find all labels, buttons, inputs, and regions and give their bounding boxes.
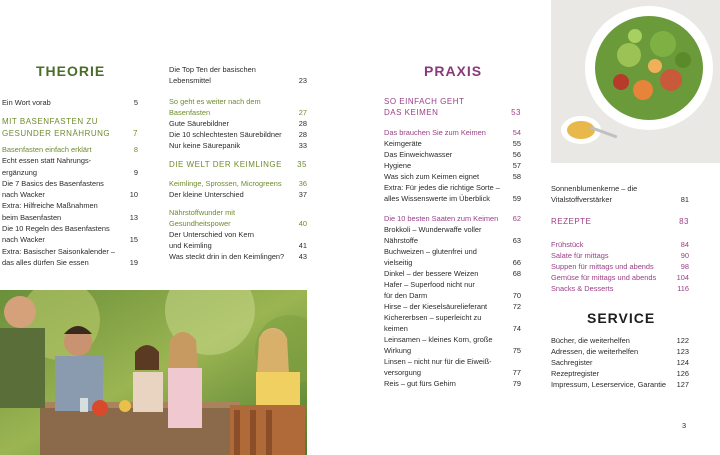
toc-entry (384, 224, 521, 235)
toc-entry-title: Basenfasten (169, 108, 211, 117)
toc-entry (551, 216, 689, 227)
toc-entry-title: REZEPTE (551, 217, 592, 226)
toc-entry (551, 183, 689, 194)
toc-entry-title: Nährstoffwunder mit (169, 208, 235, 217)
toc-entry (2, 257, 138, 268)
toc-entry-title: ergänzung (2, 167, 37, 177)
toc-entry (384, 107, 521, 118)
toc-entry (384, 301, 521, 312)
toc-entry (384, 96, 521, 107)
toc-entry-page: 79 (512, 379, 521, 388)
family-dinner-photo (0, 290, 307, 455)
toc-entry-page: 43 (298, 252, 307, 261)
toc-entry (2, 212, 138, 223)
toc-entry-page: 62 (512, 214, 521, 223)
toc-entry (2, 246, 138, 257)
toc-entry (384, 160, 521, 171)
toc-entry-page: 68 (512, 269, 521, 278)
toc-entry-title: Rezeptregister (551, 369, 600, 378)
toc-entry-page: 19 (129, 257, 138, 267)
toc-entry-title: Dinkel – der bessere Weizen (384, 269, 479, 278)
toc-entry-page: 70 (512, 291, 521, 300)
toc-entry-page: 5 (133, 98, 138, 107)
toc-entry (551, 250, 689, 261)
toc-entry (2, 97, 138, 108)
toc-entry-title: Extra: Für jedes die richtige Sorte – (384, 183, 500, 192)
toc-entry-title: Nur keine Säurepanik (169, 141, 241, 150)
toc-entry (2, 167, 138, 178)
toc-entry-title: versorgung (384, 368, 421, 377)
toc-entry-page: 81 (680, 195, 689, 204)
salad-bowl-photo (551, 0, 720, 163)
toc-entry (169, 178, 307, 189)
toc-entry-title: Leinsamen – kleines Korn, große (384, 335, 493, 344)
toc-entry-page: 123 (676, 347, 689, 356)
toc-entry (551, 261, 689, 272)
toc-entry-page: 40 (298, 219, 307, 228)
toc-entry-title: Der kleine Unterschied (169, 190, 244, 199)
toc-entry (169, 140, 307, 151)
toc-entry-title: Die 7 Basics des Basenfastens (2, 178, 104, 188)
toc-entry-title: und Keimling (169, 241, 212, 250)
toc-entry-page: 33 (298, 141, 307, 150)
toc-entry (384, 334, 521, 345)
toc-entry (384, 312, 521, 323)
toc-entry-title: keimen (384, 324, 408, 333)
toc-entry-page: 7 (133, 128, 138, 138)
toc-entry (384, 356, 521, 367)
toc-entry-title: SO EINFACH GEHT (384, 97, 465, 106)
toc-entry (169, 240, 307, 251)
toc-entry-page: 28 (298, 119, 307, 128)
toc-entry-page: 28 (298, 130, 307, 139)
toc-entry-title: Das brauchen Sie zum Keimen (384, 128, 486, 137)
toc-entry-title: Die Top Ten der basischen (169, 65, 256, 74)
toc-entry-page: 9 (133, 167, 138, 177)
toc-entry (169, 96, 307, 107)
toc-entry-title: Basenfasten einfach erklärt (2, 144, 92, 154)
toc-entry-page: 23 (298, 76, 307, 85)
toc-entry-title: Die 10 Regeln des Basenfastens (2, 224, 110, 233)
toc-entry (2, 155, 138, 166)
toc-entry-page: 104 (676, 273, 689, 282)
toc-entry (384, 127, 521, 138)
toc-entry-title: beim Basenfasten (2, 212, 62, 222)
toc-entry (384, 279, 521, 290)
toc-entry-title: DIE WELT DER KEIMLINGE (169, 160, 282, 169)
toc-entry-title: Kichererbsen – superleicht zu (384, 313, 482, 322)
toc-entry-title: Bücher, die weiterhelfen (551, 336, 630, 345)
toc-entry-title: Keimgeräte (384, 139, 422, 148)
toc-entry-title: Gemüse für mittags und abends (551, 273, 657, 282)
toc-entry (384, 323, 521, 334)
toc-entry-title: alles Wissenswerte im Überblick (384, 194, 490, 203)
toc-entry (2, 178, 138, 189)
toc-entry-title: Vitalstoffverstärker (551, 195, 612, 204)
toc-entry-title: Nährstoffe (384, 236, 418, 245)
toc-entry-title: Wirkung (384, 346, 412, 355)
toc-entry-title: Extra: Hilfreiche Maßnahmen (2, 201, 98, 211)
toc-entry (551, 194, 689, 205)
toc-entry-page: 56 (512, 150, 521, 159)
toc-entry (169, 251, 307, 262)
toc-entry (384, 149, 521, 160)
toc-entry-title: nach Wacker (2, 190, 45, 200)
toc-entry-title: Gesundheitspower (169, 219, 231, 228)
toc-entry-title: Linsen – nicht nur für die Eiweiß- (384, 357, 492, 366)
toc-entry-page: 77 (512, 368, 521, 377)
toc-entry (384, 378, 521, 389)
toc-entry-title: Sachregister (551, 358, 593, 367)
toc-entry-page: 55 (512, 139, 521, 148)
toc-entry (169, 207, 307, 218)
toc-entry-title: Keimlinge, Sprossen, Microgreens (169, 179, 282, 188)
toc-entry-title: Das Einweichwasser (384, 150, 453, 159)
toc-entry-title: Gute Säurebildner (169, 119, 229, 128)
toc-entry-page: 127 (676, 380, 689, 389)
toc-entry (551, 357, 689, 368)
toc-entry-title: MIT BASENFASTEN ZU (2, 117, 98, 127)
toc-entry-title: vielseitig (384, 258, 413, 267)
toc-entry (2, 144, 138, 155)
toc-entry (169, 229, 307, 240)
toc-entry-page: 126 (676, 369, 689, 378)
toc-entry-title: Was sich zum Keimen eignet (384, 172, 480, 181)
heading-praxis: PRAXIS (424, 63, 483, 79)
toc-entry-page: 8 (133, 144, 138, 154)
toc-entry-page: 58 (512, 172, 521, 181)
toc-entry (384, 182, 521, 193)
toc-entry-page: 83 (679, 217, 689, 226)
toc-entry-page: 57 (512, 161, 521, 170)
toc-entry (169, 107, 307, 118)
toc-entry-page: 98 (680, 262, 689, 271)
toc-entry-title: Sonnenblumenkerne – die (551, 184, 638, 193)
toc-entry (169, 218, 307, 229)
heading-service: SERVICE (587, 310, 656, 326)
toc-entry-title: das alles dürfen Sie essen (2, 257, 89, 267)
toc-entry-page: 74 (512, 324, 521, 333)
toc-entry-title: Der Unterschied von Kern (169, 230, 255, 239)
toc-entry-page: 116 (677, 284, 689, 293)
toc-entry (551, 346, 689, 357)
toc-entry (2, 128, 138, 139)
toc-entry (2, 189, 138, 200)
toc-entry (384, 138, 521, 149)
toc-entry-title: Hafer – Superfood nicht nur (384, 280, 475, 289)
toc-entry (384, 268, 521, 279)
toc-entry (384, 235, 521, 246)
toc-entry-page: 53 (511, 108, 521, 117)
toc-entry-page: 59 (512, 194, 521, 203)
toc-entry (384, 246, 521, 257)
toc-entry (384, 257, 521, 268)
toc-entry-title: Reis – gut fürs Gehirn (384, 379, 456, 388)
toc-entry-page: 27 (298, 108, 307, 117)
toc-entry-title: Snacks & Desserts (551, 284, 614, 293)
toc-entry (169, 129, 307, 140)
toc-entry (384, 345, 521, 356)
toc-entry (169, 189, 307, 200)
toc-entry-page: 13 (129, 212, 138, 222)
toc-entry-title: Buchweizen – glutenfrei und (384, 247, 477, 256)
toc-entry-page: 35 (297, 160, 307, 169)
toc-entry-title: Die 10 schlechtesten Säurebildner (169, 130, 282, 139)
toc-entry-title: So geht es weiter nach dem (169, 97, 261, 106)
toc-entry-page: 41 (298, 241, 307, 250)
toc-entry-page: 36 (298, 179, 307, 188)
toc-entry-title: für den Darm (384, 291, 428, 300)
toc-entry (551, 239, 689, 250)
toc-entry (551, 379, 689, 390)
toc-entry-page: 10 (129, 190, 138, 200)
toc-entry-page: 90 (680, 251, 689, 260)
toc-entry (169, 75, 307, 86)
toc-entry (384, 213, 521, 224)
toc-entry (2, 223, 138, 234)
toc-entry-page: 66 (512, 258, 521, 267)
toc-entry (384, 171, 521, 182)
toc-entry (384, 290, 521, 301)
toc-entry-page: 63 (512, 236, 521, 245)
toc-entry-title: Hirse – der Kieselsäurelieferant (384, 302, 488, 311)
toc-entry-title: Was steckt drin in den Keimlingen? (169, 252, 285, 261)
heading-theorie: THEORIE (36, 63, 106, 79)
toc-entry (551, 283, 689, 294)
toc-entry (169, 118, 307, 129)
toc-entry-page: 75 (512, 346, 521, 355)
toc-entry-title: DAS KEIMEN (384, 108, 439, 117)
toc-entry (169, 159, 307, 170)
toc-entry-title: Hygiene (384, 161, 412, 170)
toc-entry (384, 367, 521, 378)
toc-entry (551, 272, 689, 283)
toc-entry-title: Lebensmittel (169, 76, 211, 85)
toc-entry-page: 15 (129, 235, 138, 245)
toc-entry-title: Impressum, Leserservice, Garantie (551, 380, 667, 389)
toc-entry (384, 193, 521, 204)
toc-entry-page: 122 (676, 336, 689, 345)
toc-entry-title: Echt essen statt Nahrungs- (2, 156, 92, 166)
page-number: 3 (682, 421, 687, 430)
toc-entry (551, 335, 689, 346)
toc-entry-title: Die 10 besten Saaten zum Keimen (384, 214, 499, 223)
toc-entry-page: 37 (298, 190, 307, 199)
toc-entry-page: 72 (512, 302, 521, 311)
toc-entry-title: GESUNDER ERNÄHRUNG (2, 128, 111, 138)
toc-entry-title: Salate für mittags (551, 251, 609, 260)
toc-entry-title: Frühstück (551, 240, 584, 249)
toc-entry-title: Brokkoli – Wunderwaffe voller (384, 225, 482, 234)
toc-entry-title: nach Wacker (2, 235, 45, 245)
toc-entry (169, 64, 307, 75)
toc-entry-title: Ein Wort vorab (2, 98, 51, 107)
toc-entry (2, 234, 138, 245)
toc-entry-page: 124 (676, 358, 689, 367)
toc-entry-title: Adressen, die weiterhelfen (551, 347, 639, 356)
toc-entry (2, 116, 138, 127)
toc-entry-page: 54 (512, 128, 521, 137)
toc-entry-page: 84 (680, 240, 689, 249)
toc-entry-title: Extra: Basischer Saisonkalender – (2, 246, 115, 256)
toc-entry (2, 200, 138, 211)
toc-entry (551, 368, 689, 379)
toc-entry-title: Suppen für mittags und abends (551, 262, 654, 271)
